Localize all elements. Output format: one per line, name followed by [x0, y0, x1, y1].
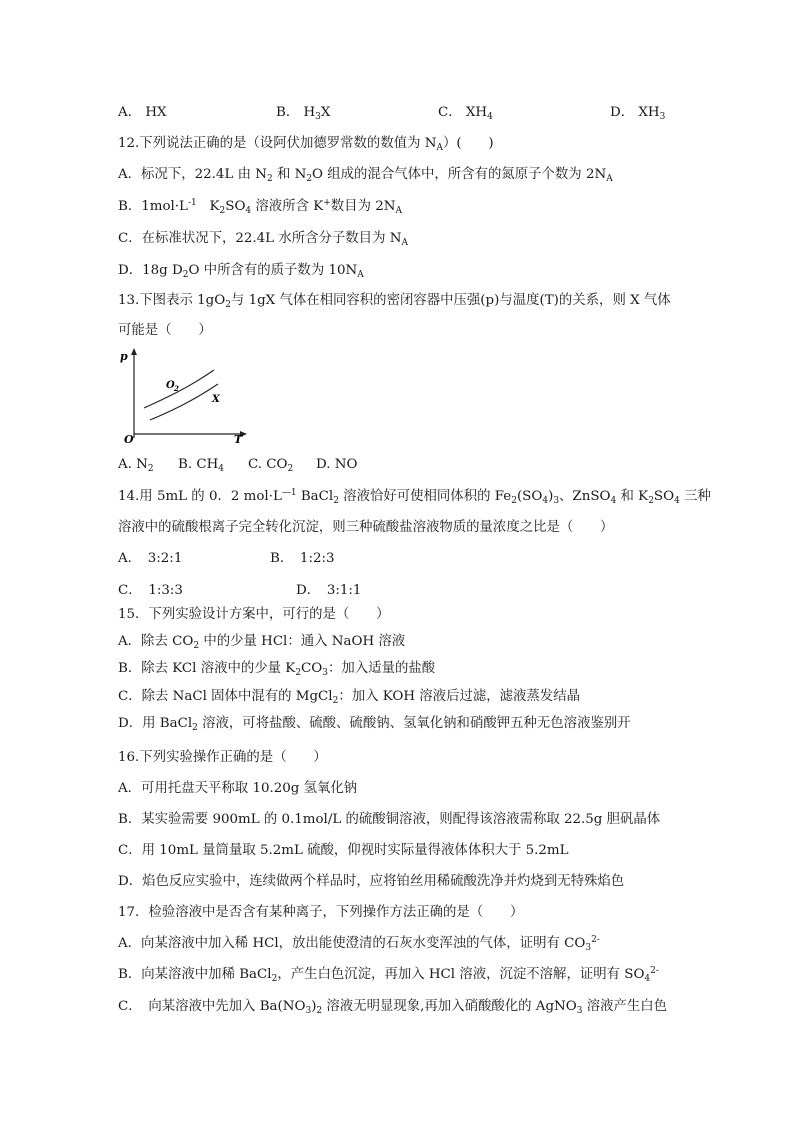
q13-stem-line1: 13.下图表示 $1gO_2$与 1gX 气体在相同容积的密闭容器中压强(p)与温度(T)的关系，则 X 气体 [118, 293, 671, 310]
pressure-temperature-graph [116, 346, 256, 446]
x-axis-label: T [234, 433, 243, 446]
q14-stem-line1: 14.用 5mL 的 0．2 $mol\cdot L^{—1}$ BaCl$_2$ 溶液恰好可使相同体积的 $Fe_2(SO_4)_3$、ZnSO$_4$ 和 $K_2SO_4$ 三种 [118, 488, 711, 506]
y-axis-arrow [131, 348, 137, 355]
q16-option-c[interactable]: C．用 10mL 量筒量取 5.2mL 硫酸，仰视时实际量得液体体积大于 5.2mL [118, 843, 569, 858]
q17-option-b[interactable]: B．向某溶液中加稀 BaCl$_2$，产生白色沉淀，再加入 HCl 溶液，沉淀不溶解，证明有 $SO_4^{2-}$ [118, 966, 659, 984]
q11-option-c[interactable]: C． $XH_4$ [438, 105, 493, 122]
q16-stem: 16.下列实验操作正确的是（ ） [118, 750, 327, 765]
q13-option-a[interactable]: A. $N_2$ [118, 457, 154, 474]
q12-option-d[interactable]: D．18g $D_2O$ 中所含有的质子数为 $10N_A$ [118, 263, 364, 280]
o2-curve-label-sub: 2 [174, 384, 179, 393]
o2-curve [144, 370, 214, 408]
q14-stem-line2: 溶液中的硫酸根离子完全转化沉淀，则三种硫酸盐溶液物质的量浓度之比是（ ） [118, 520, 614, 535]
q12-stem: 12.下列说法正确的是（设阿伏加德罗常数的数值为 $N_A$）( ) [118, 136, 494, 153]
q15-option-b[interactable]: B．除去 KCl 溶液中的少量 $K_2CO_3$：加入适量的盐酸 [118, 661, 436, 678]
q16-option-a[interactable]: A．可用托盘天平称取 10.20g 氢氧化钠 [118, 781, 358, 796]
q16-option-d[interactable]: D．焰色反应实验中，连续做两个样品时，应将铂丝用稀硫酸洗净并灼烧到无特殊焰色 [118, 874, 625, 889]
y-axis-label: p [120, 350, 128, 363]
q11-option-a[interactable]: A． HX [118, 105, 167, 120]
q15-option-d[interactable]: D．用 BaCl$_2$ 溶液，可将盐酸、硫酸、硫酸钠、氢氧化钠和硝酸钾五种无色溶液鉴别开 [118, 716, 631, 733]
q17-option-c[interactable]: C． 向某溶液中先加入 $Ba(NO_3)_2$ 溶液无明显现象,再加入硝酸酸化的 AgNO$_3$ 溶液产生白色 [118, 999, 668, 1016]
q12-option-c[interactable]: C．在标准状况下，22.4L 水所含分子数目为 $N_A$ [118, 231, 408, 248]
q14-option-b[interactable]: B． 1:2:3 [270, 551, 335, 566]
q14-option-c[interactable]: C． 1:3:3 [118, 583, 183, 598]
q11-option-b[interactable]: B． $H_3X$ [276, 105, 331, 122]
q11-option-d[interactable]: D． $XH_3$ [610, 105, 666, 122]
x-curve [150, 384, 218, 420]
q13-option-d[interactable]: D. NO [316, 457, 358, 472]
q14-option-d[interactable]: D． 3:1:1 [296, 583, 362, 598]
q17-stem: 17．检验溶液中是否含有某种离子，下列操作方法正确的是（ ） [118, 905, 524, 920]
q12-option-b[interactable]: B．$1mol\cdot L^{-1}$ $K_2SO_4$ 溶液所含 K+数目为 $2N_A$ [118, 198, 402, 216]
q14-option-a[interactable]: A． 3:2:1 [118, 551, 183, 566]
q13-option-c[interactable]: C. $CO_2$ [248, 457, 294, 474]
x-curve-label: X [212, 394, 220, 405]
q15-option-a[interactable]: A．除去 $CO_2$ 中的少量 HCl：通入 NaOH 溶液 [118, 634, 406, 651]
q13-stem-line2: 可能是（ ） [118, 323, 212, 338]
q15-stem: 15．下列实验设计方案中，可行的是（ ） [118, 607, 390, 622]
q16-option-b[interactable]: B．某实验需要 900mL 的 0.1mol/L 的硫酸铜溶液，则配得该溶液需称取 22.5g 胆矾晶体 [118, 812, 661, 827]
q15-option-c[interactable]: C．除去 NaCl 固体中混有的 MgCl$_2$：加入 KOH 溶液后过滤，滤液蒸发结晶 [118, 689, 580, 706]
q12-option-a[interactable]: A．标况下，22.4L 由 $N_2$ 和 $N_2O$ 组成的混合气体中，所含有的氮原子个数为 $2N_A$ [118, 167, 613, 184]
o2-curve-label: O [166, 380, 175, 391]
origin-label: O [124, 433, 134, 446]
q13-option-b[interactable]: B. $CH_4$ [178, 457, 225, 474]
q17-option-a[interactable]: A．向某溶液中加入稀 HCl，放出能使澄清的石灰水变浑浊的气体，证明有 $CO_3^{2-}$ [118, 935, 600, 953]
